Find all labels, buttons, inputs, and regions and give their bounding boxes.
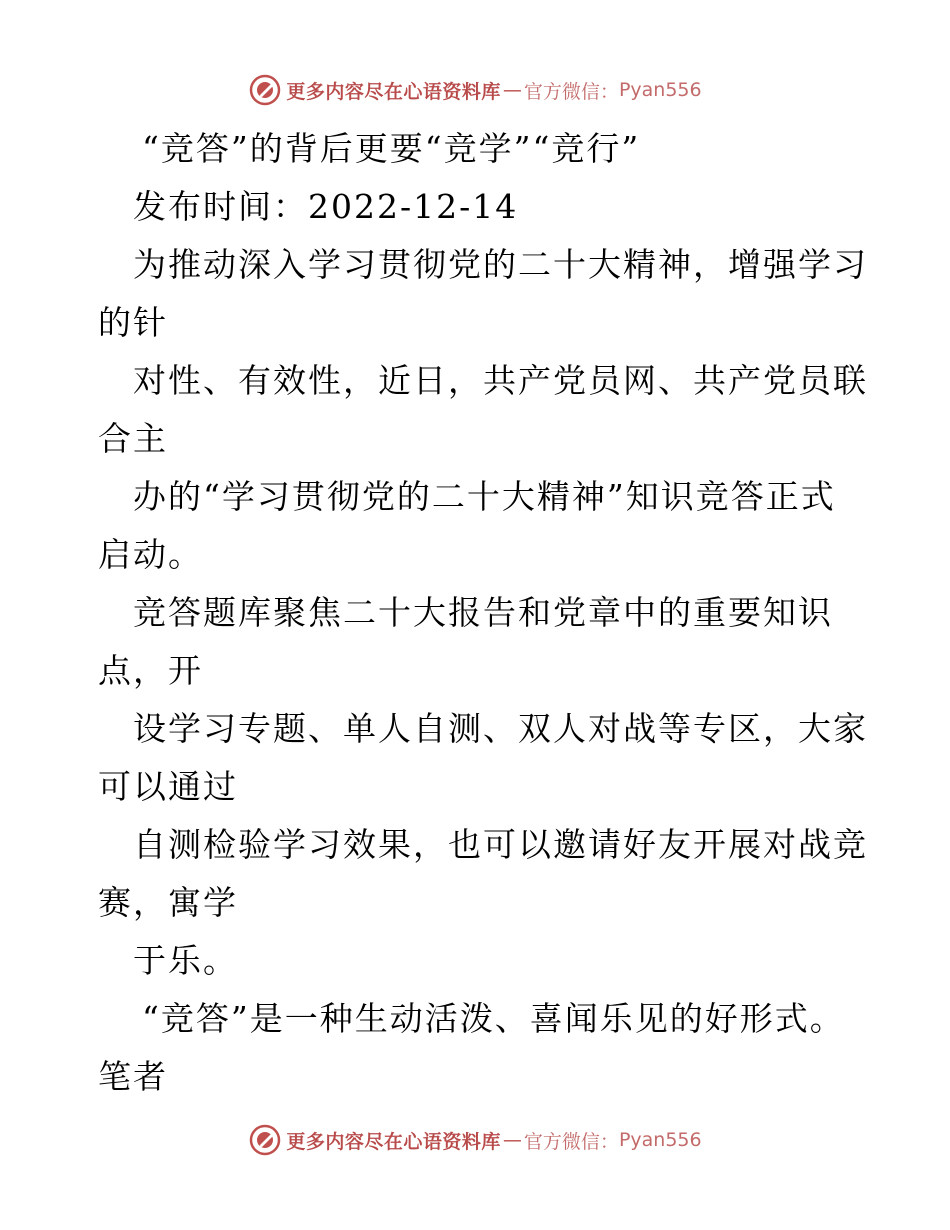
paragraph-line: “竞答”是一种生动活泼、喜闻乐见的好形式。 — [142, 999, 845, 1038]
watermark-account-label: 官方微信： — [523, 80, 619, 103]
paragraph-line: 对性、有效性，近日，共产党员网、共产党员联 — [133, 361, 868, 400]
watermark-site-text: 更多内容尽在心语资料库 — [286, 80, 501, 103]
paragraph-line: 竞答题库聚焦二十大报告和党章中的重要知识 — [133, 593, 833, 632]
watermark-account-id: Pyan556 — [618, 1129, 702, 1151]
paragraph-line: 可以通过 — [98, 767, 238, 806]
watermark-dash: — — [502, 79, 522, 101]
pen-logo-icon — [248, 73, 282, 107]
watermark-dash: — — [502, 1129, 522, 1151]
watermark-site-text: 更多内容尽在心语资料库 — [286, 1130, 501, 1153]
paragraph-line: 赛，寓学 — [98, 883, 238, 922]
paragraph-line: 笔者 — [98, 1057, 168, 1096]
header-watermark — [0, 70, 950, 110]
paragraph-line: 设学习专题、单人自测、双人对战等专区，大家 — [133, 709, 868, 748]
watermark-account-label: 官方微信： — [523, 1130, 619, 1153]
paragraph-line: 的针 — [98, 303, 168, 342]
watermark-account-id: Pyan556 — [618, 79, 702, 101]
paragraph-line: 办的“学习贯彻党的二十大精神”知识竞答正式 — [133, 477, 836, 516]
paragraph-line: 点，开 — [98, 651, 203, 690]
publish-date: 发布时间：2022-12-14 — [133, 187, 519, 226]
paragraph-line: 合主 — [98, 419, 168, 458]
pen-logo-icon — [248, 1123, 282, 1157]
document-title: “竞答”的背后更要“竞学”“竞行” — [142, 129, 641, 168]
paragraph-line: 为推动深入学习贯彻党的二十大精神，增强学习 — [133, 245, 868, 284]
paragraph-line: 于乐。 — [133, 941, 238, 980]
footer-watermark — [0, 1120, 950, 1160]
paragraph-line: 自测检验学习效果，也可以邀请好友开展对战竞 — [133, 825, 868, 864]
paragraph-line: 启动。 — [98, 535, 203, 574]
